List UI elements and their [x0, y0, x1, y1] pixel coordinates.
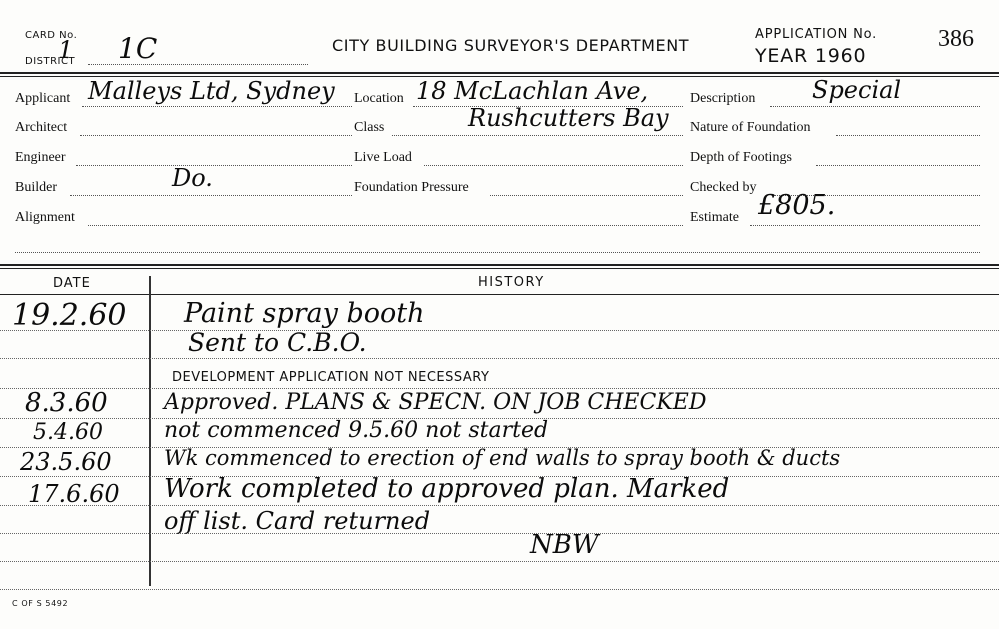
estimate-label: Estimate — [690, 210, 739, 225]
live-load-line — [424, 165, 683, 166]
ruled-line — [0, 505, 999, 506]
alignment-line — [88, 225, 683, 226]
depth-line — [816, 165, 980, 166]
history-date: 19.2.60 — [12, 298, 127, 333]
history-text: Work completed to approved plan. Marked — [164, 474, 730, 504]
history-text: Sent to C.B.O. — [188, 328, 367, 357]
applicant-line — [82, 106, 352, 107]
history-text: Approved. PLANS & SPECN. ON JOB CHECKED — [164, 390, 707, 415]
date-column-divider — [149, 276, 151, 586]
description-value: Special — [812, 76, 902, 104]
ruled-line — [0, 589, 999, 590]
architect-line — [80, 135, 352, 136]
card-no-label: CARD No. — [25, 30, 78, 41]
class-line — [392, 135, 683, 136]
builder-value: Do. — [172, 164, 213, 192]
year-label: YEAR 1960 — [755, 45, 867, 67]
nature-of-foundation-label: Nature of Foundation — [690, 120, 811, 135]
engineer-line — [76, 165, 352, 166]
application-label: APPLICATION No. — [755, 27, 878, 42]
architect-label: Architect — [15, 120, 68, 135]
history-date: 17.6.60 — [28, 480, 120, 508]
nature-line — [836, 135, 980, 136]
history-text: Wk commenced to erection of end walls to spray booth & ducts — [164, 446, 841, 470]
history-date: 8.3.60 — [25, 388, 108, 418]
district-label: DISTRICT — [25, 56, 76, 67]
history-date: 5.4.60 — [33, 420, 103, 445]
builder-label: Builder — [15, 180, 57, 195]
location-value-2: Rushcutters Bay — [468, 104, 669, 132]
location-value: 18 McLachlan Ave, — [416, 77, 649, 105]
ruled-line — [0, 330, 999, 331]
history-text: not commenced 9.5.60 not started — [164, 418, 549, 443]
foundation-pressure-line — [490, 195, 683, 196]
description-line — [770, 106, 980, 107]
foundation-pressure-label: Foundation Pressure — [354, 180, 469, 195]
ruled-line — [0, 358, 999, 359]
district-value: 1C — [118, 32, 158, 65]
history-stamp: DEVELOPMENT APPLICATION NOT NECESSARY — [172, 370, 490, 385]
ruled-line — [0, 561, 999, 562]
form-code: C OF S 5492 — [12, 599, 69, 608]
history-text: Paint spray booth — [184, 298, 425, 329]
history-top-divider — [0, 264, 999, 266]
applicant-value: Malleys Ltd, Sydney — [88, 77, 335, 105]
ruled-line — [0, 388, 999, 389]
history-text: off list. Card returned — [164, 507, 431, 535]
ruled-line — [0, 533, 999, 534]
location-label: Location — [354, 91, 404, 106]
estimate-value: £805. — [758, 190, 836, 221]
history-column-header: HISTORY — [478, 275, 545, 290]
history-date: 23.5.60 — [20, 448, 112, 476]
builder-line — [70, 195, 352, 196]
department-title: CITY BUILDING SURVEYOR'S DEPARTMENT — [332, 36, 690, 55]
depth-of-footings-label: Depth of Footings — [690, 150, 792, 165]
blank-line — [15, 252, 980, 253]
application-number: 386 — [938, 26, 974, 52]
header-divider — [0, 72, 999, 74]
history-top-divider-2 — [0, 268, 999, 269]
class-label: Class — [354, 120, 385, 135]
estimate-line — [750, 225, 980, 226]
checked-by-label: Checked by — [690, 180, 757, 195]
live-load-label: Live Load — [354, 150, 412, 165]
officer-initials: NBW — [530, 530, 599, 560]
engineer-label: Engineer — [15, 150, 66, 165]
card-no-value: 1 — [58, 36, 74, 64]
alignment-label: Alignment — [15, 210, 75, 225]
date-column-header: DATE — [53, 276, 91, 291]
description-label: Description — [690, 91, 756, 106]
applicant-label: Applicant — [15, 91, 71, 106]
